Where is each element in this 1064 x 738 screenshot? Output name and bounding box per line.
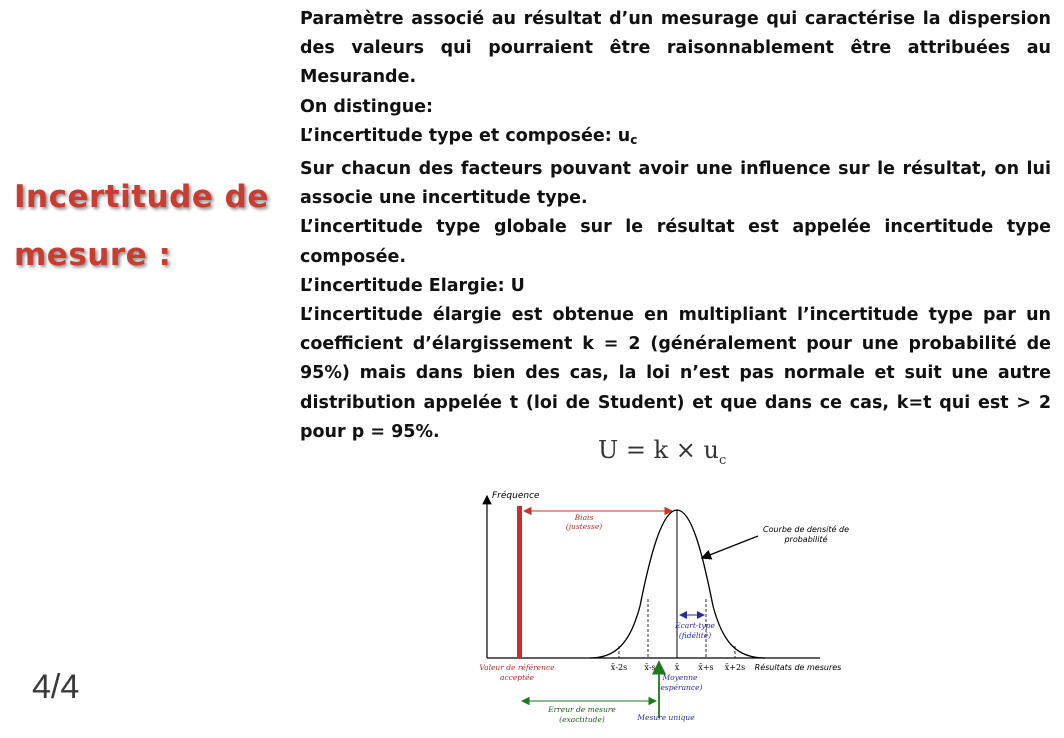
curve-sublabel: probabilité	[784, 535, 828, 544]
y-axis-label: Fréquence	[492, 491, 540, 501]
reference-label: Valeur de référence	[479, 663, 555, 672]
expanded-uncertainty-heading: L’incertitude Elargie: U	[300, 275, 525, 296]
error-label: Erreur de mesure	[548, 705, 616, 714]
slide-title-line-2: mesure :	[14, 237, 172, 273]
standard-para-1-line: associe une incertitude type.	[300, 188, 588, 209]
reference-value-bar	[517, 506, 522, 658]
standard-uncertainty-heading-text: L’incertitude type et composée: u	[300, 125, 631, 146]
slide-title-line-1: Incertitude de	[14, 179, 269, 215]
standard-para-2-line: L’incertitude type globale sur le résultat est appelée incertitude type	[300, 217, 1051, 238]
tick-label: x̄	[674, 663, 680, 672]
stddev-sublabel: (fidélité)	[678, 631, 712, 640]
tick-label: x̄+s	[698, 663, 714, 672]
formula-main: U = k × u	[598, 436, 719, 464]
bias-sublabel: (justesse)	[565, 522, 603, 531]
distinguish-label: On distingue:	[300, 96, 434, 117]
bias-label: Biais	[574, 513, 594, 522]
mean-sublabel: (espérance)	[657, 683, 703, 692]
uncertainty-formula	[598, 436, 726, 468]
expanded-para-line: distribution appelée t (loi de Student) et que dans ce cas, k=t qui est > 2	[300, 392, 1051, 413]
standard-para-1-line: Sur chacun des facteurs pouvant avoir une influence sur le résultat, on lui	[300, 159, 1051, 180]
standard-uncertainty-heading	[300, 122, 1051, 155]
definition-line: Mesurande.	[300, 67, 417, 88]
formula-subscript: c	[718, 453, 727, 468]
slide-title	[14, 168, 274, 284]
curve-label: Courbe de densité de	[763, 525, 849, 534]
probability-density-diagram	[440, 486, 860, 731]
mean-label: Moyenne	[662, 673, 698, 682]
definition-line: Paramètre associé au résultat d’un mesurage qui caractérise la dispersion	[300, 9, 1051, 29]
expanded-para-line: L’incertitude élargie est obtenue en multipliant l’incertitude type par un	[300, 305, 1051, 326]
standard-para-2-line: composée.	[300, 246, 406, 267]
tick-label: x̄+2s	[724, 663, 746, 672]
page-number: 4/4	[32, 668, 80, 706]
curve-pointer-arrow	[702, 536, 758, 558]
error-sublabel: (exactitude)	[559, 715, 605, 724]
expanded-para-line: coefficient d’élargissement k = 2 (généralement pour une probabilité de	[300, 334, 1051, 355]
reference-sublabel: acceptée	[499, 673, 535, 682]
stddev-label: Ecart-type	[675, 621, 715, 630]
standard-uncertainty-heading-subscript: c	[630, 132, 638, 147]
expanded-para-line: pour p = 95%.	[300, 421, 440, 442]
slide-body	[300, 5, 1051, 447]
single-measure-label: Mesure unique	[637, 713, 695, 722]
x-axis-label: Résultats de mesures	[754, 663, 842, 672]
tick-label: x̄-s	[644, 663, 656, 672]
tick-label: x̄-2s	[610, 663, 628, 672]
expanded-para-line: 95%) mais dans bien des cas, la loi n’est pas normale et suit une autre	[300, 363, 1051, 384]
definition-line: des valeurs qui pourraient être raisonnablement être attribuées au	[300, 38, 1051, 59]
